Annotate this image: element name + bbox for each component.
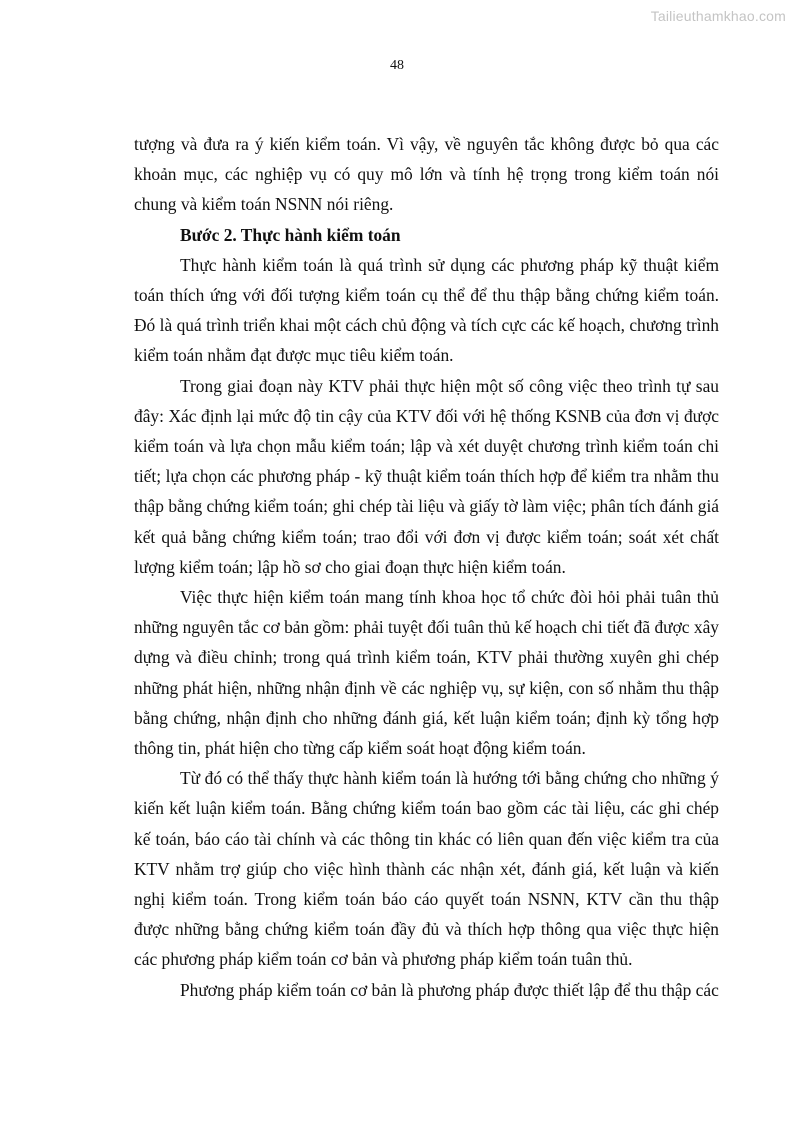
paragraph-continuation: tượng và đưa ra ý kiến kiểm toán. Vì vậy, về nguyên tắc không được bỏ qua các khoản mục, các nghiệp vụ có quy mô lớn và tính hệ trọng trong kiểm toán nói chung và kiểm toán NSNN nói riêng. (134, 134, 719, 215)
paragraph: Từ đó có thể thấy thực hành kiểm toán là hướng tới bằng chứng cho những ý kiến kết luận kiểm toán. Bằng chứng kiểm toán bao gồm các tài liệu, các ghi chép kế toán, báo cáo tài chính và các thông tin khác có liên quan đến việc kiểm tra của KTV nhằm trợ giúp cho việc hình thành các nhận xét, đánh giá, kết luận và kiến nghị kiểm toán. Trong kiểm toán báo cáo quyết toán NSNN, KTV cần thu thập được những bằng chứng kiểm toán đầy đủ và thích hợp thông qua việc thực hiện các phương pháp kiểm toán cơ bản và phương pháp kiểm toán tuân thủ. (134, 768, 719, 970)
paragraph: Việc thực hiện kiểm toán mang tính khoa học tổ chức đòi hỏi phải tuân thủ những nguyên tắc cơ bản gồm: phải tuyệt đối tuân thủ kế hoạch chi tiết đã được xây dựng và điều chỉnh; trong quá trình kiểm toán, KTV phải thường xuyên ghi chép những phát hiện, những nhận định về các nghiệp vụ, sự kiện, con số nhằm thu thập bằng chứng, nhận định cho những đánh giá, kết luận kiểm toán; định kỳ tổng hợp thông tin, phát hiện cho từng cấp kiểm soát hoạt động kiểm toán. (134, 587, 719, 759)
paragraph: Trong giai đoạn này KTV phải thực hiện một số công việc theo trình tự sau đây: Xác định lại mức độ tin cậy của KTV đối với hệ thống KSNB của đơn vị được kiểm toán và lựa chọn mẫu kiểm toán; lập và xét duyệt chương trình kiểm toán chi tiết; lựa chọn các phương pháp - kỹ thuật kiểm toán thích hợp để kiểm tra nhằm thu thập bằng chứng kiểm toán; ghi chép tài liệu và giấy tờ làm việc; phân tích đánh giá kết quả bằng chứng kiểm toán; trao đổi với đơn vị được kiểm toán; soát xét chất lượng kiểm toán; lập hồ sơ cho giai đoạn thực hiện kiểm toán. (134, 375, 719, 577)
document-body (134, 129, 719, 1005)
watermark-text: Tailieuthamkhao.com (650, 8, 786, 24)
paragraph-truncated: Phương pháp kiểm toán cơ bản là phương pháp được thiết lập để thu thập các (180, 979, 719, 1000)
section-heading: Bước 2. Thực hành kiểm toán (180, 224, 401, 245)
paragraph: Thực hành kiểm toán là quá trình sử dụng các phương pháp kỹ thuật kiểm toán thích ứng với đối tượng kiểm toán cụ thể để thu thập bằng chứng kiểm toán. Đó là quá trình triển khai một cách chủ động và tích cực các kế hoạch, chương trình kiểm toán nhằm đạt được mục tiêu kiểm toán. (134, 254, 719, 366)
page-number: 48 (390, 58, 404, 73)
